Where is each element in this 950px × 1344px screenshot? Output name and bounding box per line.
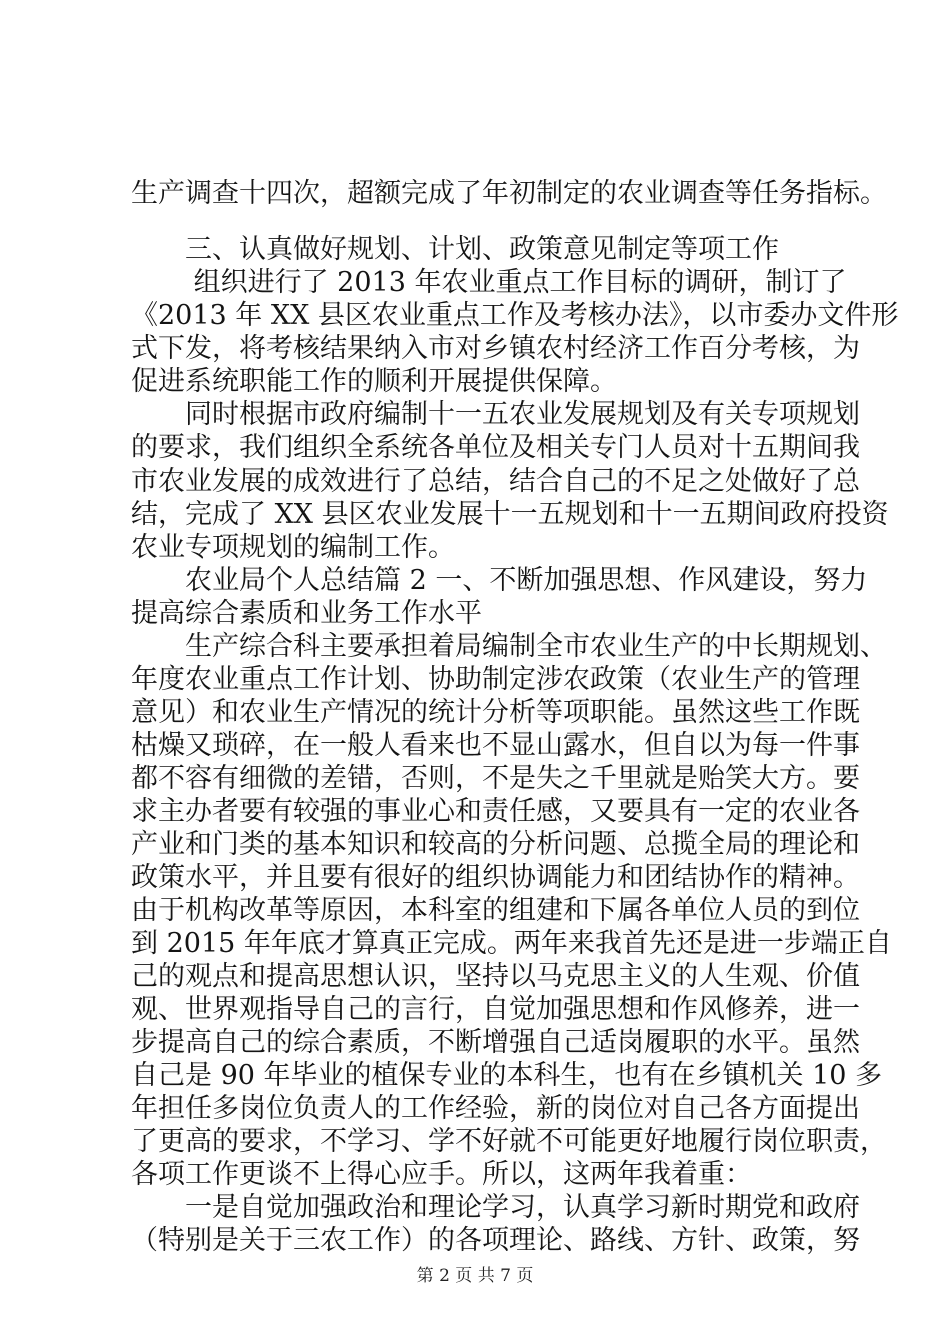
text-line: 《2013 年 XX 县区农业重点工作及考核办法》，以市委办文件形: [131, 300, 899, 331]
text-line: 产业和门类的基本知识和较高的分析问题、总揽全局的理论和: [131, 829, 860, 860]
text-line: 同时根据市政府编制十一五农业发展规划及有关专项规划: [131, 399, 860, 430]
text-line: 生产综合科主要承担着局编制全市农业生产的中长期规划、: [131, 631, 887, 662]
text-line: 步提高自己的综合素质，不断增强自己适岗履职的水平。虽然: [131, 1027, 860, 1058]
text-line: 一是自觉加强政治和理论学习，认真学习新时期党和政府: [131, 1192, 860, 1223]
text-line: 式下发，将考核结果纳入市对乡镇农村经济工作百分考核，为: [131, 333, 860, 364]
text-line: 组织进行了 2013 年农业重点工作目标的调研，制订了: [131, 267, 847, 298]
text-line: 农业局个人总结篇 2 一、不断加强思想、作风建设，努力: [131, 565, 868, 596]
text-line: 农业专项规划的编制工作。: [131, 532, 455, 563]
section-heading: 三、认真做好规划、计划、政策意见制定等项工作: [131, 234, 779, 265]
text-line: 提高综合素质和业务工作水平: [131, 598, 482, 629]
text-line: 结，完成了 XX 县区农业发展十一五规划和十一五期间政府投资: [131, 499, 889, 530]
text-line: 的要求，我们组织全系统各单位及相关专门人员对十五期间我: [131, 432, 860, 463]
text-line: （特别是关于三农工作）的各项理论、路线、方针、政策，努: [131, 1225, 860, 1256]
page-number: 第 2 页 共 7 页: [416, 1266, 534, 1286]
text-line: 己的观点和提高思想认识，坚持以马克思主义的人生观、价值: [131, 961, 860, 992]
text-line: 由于机构改革等原因，本科室的组建和下属各单位人员的到位: [131, 895, 860, 926]
text-line: 市农业发展的成效进行了总结，结合自己的不足之处做好了总: [131, 466, 860, 497]
text-line: 了更高的要求，不学习、学不好就不可能更好地履行岗位职责，: [131, 1126, 887, 1157]
text-line: 各项工作更谈不上得心应手。所以，这两年我着重：: [131, 1159, 752, 1190]
text-line: 都不容有细微的差错，否则，不是失之千里就是贻笑大方。要: [131, 763, 860, 794]
text-line: 自己是 90 年毕业的植保专业的本科生，也有在乡镇机关 10 多: [131, 1060, 883, 1091]
text-line: 政策水平，并且要有很好的组织协调能力和团结协作的精神。: [131, 862, 860, 893]
text-line: 促进系统职能工作的顺利开展提供保障。: [131, 366, 617, 397]
text-line: 年担任多岗位负责人的工作经验，新的岗位对自己各方面提出: [131, 1093, 860, 1124]
text-line: 求主办者要有较强的事业心和责任感，又要具有一定的农业各: [131, 796, 860, 827]
text-line: 生产调查十四次，超额完成了年初制定的农业调查等任务指标。: [131, 178, 887, 209]
text-line: 到 2015 年年底才算真正完成。两年来我首先还是进一步端正自: [131, 928, 892, 959]
text-line: 枯燥又琐碎，在一般人看来也不显山露水，但自以为每一件事: [131, 730, 860, 761]
text-line: 年度农业重点工作计划、协助制定涉农政策（农业生产的管理: [131, 664, 860, 695]
text-line: 意见）和农业生产情况的统计分析等项职能。虽然这些工作既: [131, 697, 860, 728]
text-line: 观、世界观指导自己的言行，自觉加强思想和作风修养，进一: [131, 994, 860, 1025]
